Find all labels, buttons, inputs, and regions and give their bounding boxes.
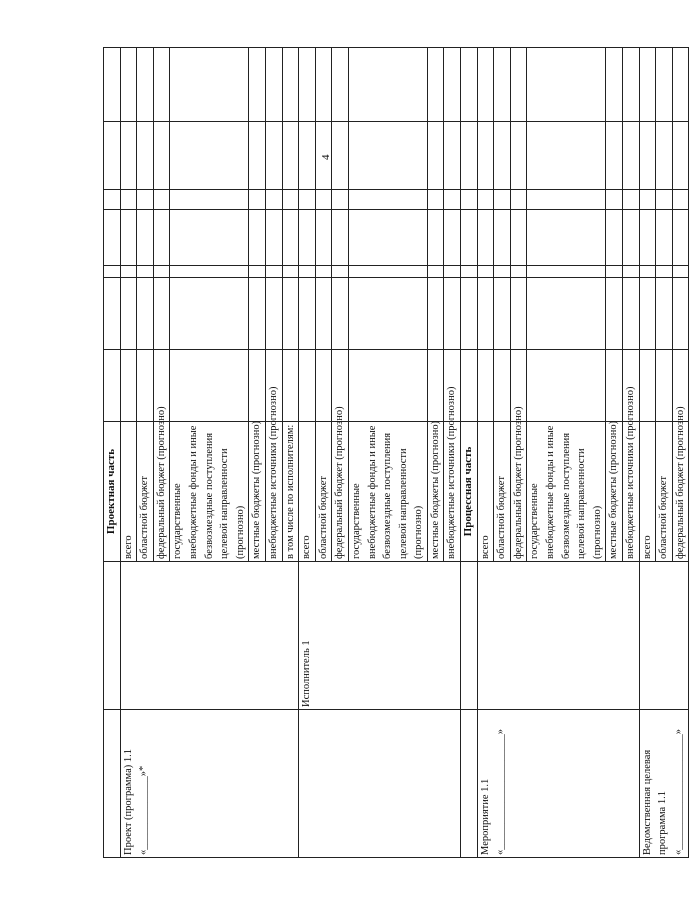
table-cell: [427, 48, 444, 122]
table-cell: [527, 350, 606, 422]
table-cell: [461, 48, 478, 122]
table-cell: [120, 122, 137, 190]
table-cell: [104, 190, 121, 210]
table-cell: [348, 210, 427, 266]
table-cell: [315, 190, 332, 210]
table-cell: [282, 210, 299, 266]
source-label: федеральный бюджет (прогнозно): [153, 422, 170, 562]
table-cell: [137, 210, 154, 266]
table-cell: [639, 190, 656, 210]
table-cell: [510, 266, 527, 278]
table-cell: [348, 48, 427, 122]
table-cell: [527, 210, 606, 266]
table-cell: [137, 190, 154, 210]
table-cell: [332, 48, 349, 122]
source-label: местные бюджеты (прогнозно): [427, 422, 444, 562]
table-cell: [120, 350, 137, 422]
table-cell: [249, 278, 266, 350]
table-cell: [120, 278, 137, 350]
measure-name-cell: [477, 710, 639, 858]
table-cell: [477, 350, 494, 422]
section-row-project: [104, 48, 121, 858]
source-label: государственные внебюджетные фонды и иные безвозмездные поступления целевой направленности (прогнозно): [348, 422, 427, 562]
table-cell: [299, 350, 316, 422]
table-cell: [282, 48, 299, 122]
table-cell: [639, 122, 656, 190]
table-cell: [348, 190, 427, 210]
table-cell: [315, 122, 332, 190]
source-label: всего: [120, 422, 137, 562]
table-cell: [104, 266, 121, 278]
source-label: областной бюджет: [315, 422, 332, 562]
table-cell: [461, 266, 478, 278]
table-cell: [623, 122, 640, 190]
table-cell: [153, 190, 170, 210]
table-cell: [153, 278, 170, 350]
table-cell: [427, 210, 444, 266]
table-cell: [170, 278, 249, 350]
table-cell: [639, 210, 656, 266]
table-cell: [282, 190, 299, 210]
source-label: государственные внебюджетные фонды и иные безвозмездные поступления целевой направленности (прогнозно): [527, 422, 606, 562]
table-cell: [656, 122, 673, 190]
table-cell: [120, 210, 137, 266]
table-cell: [427, 122, 444, 190]
table-cell: [444, 266, 461, 278]
table-cell: [427, 266, 444, 278]
dept-program-name: Ведомственная целевая программа 1.1: [641, 749, 669, 855]
table-cell: [656, 48, 673, 122]
table-cell: [120, 266, 137, 278]
section-row-process: [461, 48, 478, 858]
page-number: 4: [320, 154, 332, 160]
source-label: местные бюджеты (прогнозно): [249, 422, 266, 562]
table-cell: [265, 48, 282, 122]
table-cell: [427, 190, 444, 210]
table-cell: [494, 266, 511, 278]
table-cell: [461, 278, 478, 350]
table-cell: [494, 48, 511, 122]
table-cell: [282, 278, 299, 350]
table-cell: [656, 350, 673, 422]
table-row: [639, 48, 656, 858]
table-cell: [332, 122, 349, 190]
table-cell: [120, 48, 137, 122]
table-cell: [427, 350, 444, 422]
table-cell: [249, 122, 266, 190]
table-cell: [299, 190, 316, 210]
dept-program-name-cell: [639, 710, 689, 858]
source-label: федеральный бюджет (прогнозно): [672, 422, 689, 562]
table-cell: [170, 190, 249, 210]
table-cell: [265, 266, 282, 278]
table-cell: [137, 48, 154, 122]
table-cell: [527, 266, 606, 278]
source-label: областной бюджет: [137, 422, 154, 562]
table-cell: [639, 266, 656, 278]
table-cell: [672, 278, 689, 350]
empty-cell: [639, 562, 689, 710]
measure-name: Мероприятие 1.1: [479, 778, 491, 855]
table-cell: [104, 48, 121, 122]
table-cell: [672, 210, 689, 266]
table-cell: [153, 48, 170, 122]
table-cell: [494, 350, 511, 422]
empty-cell: [120, 562, 299, 710]
project-name: Проект (программа) 1.1: [122, 748, 134, 855]
table-cell: [656, 266, 673, 278]
table-cell: [672, 266, 689, 278]
table-cell: [494, 210, 511, 266]
table-cell: [494, 190, 511, 210]
table-cell: [494, 278, 511, 350]
table-cell: [527, 48, 606, 122]
table-cell: [249, 190, 266, 210]
table-cell: [623, 48, 640, 122]
table-cell: [282, 266, 299, 278]
source-label: федеральный бюджет (прогнозно): [510, 422, 527, 562]
table-cell: [639, 350, 656, 422]
source-label: областной бюджет: [656, 422, 673, 562]
table-cell: [639, 48, 656, 122]
table-cell: [170, 350, 249, 422]
table-cell: [639, 278, 656, 350]
project-quote: «______________»*: [138, 765, 150, 855]
table-cell: [265, 278, 282, 350]
table-cell: [120, 190, 137, 210]
table-row: [120, 48, 137, 858]
dept-program-quote: «______________________»: [672, 729, 684, 855]
table-cell: [265, 210, 282, 266]
table-cell: [606, 278, 623, 350]
table-cell: [137, 266, 154, 278]
table-cell: [282, 122, 299, 190]
table-cell: [104, 122, 121, 190]
table-cell: [623, 210, 640, 266]
table-cell: [510, 48, 527, 122]
executors-caption: в том числе по исполнителям:: [282, 422, 299, 562]
source-label: всего: [299, 422, 316, 562]
table-cell: [606, 190, 623, 210]
table-cell: [348, 350, 427, 422]
source-label: внебюджетные источники (прогнозно): [265, 422, 282, 562]
table-cell: [510, 210, 527, 266]
table-cell: [315, 278, 332, 350]
table-cell: [672, 48, 689, 122]
table-cell: [656, 278, 673, 350]
project-name-cell: [120, 710, 299, 858]
executor-name: Исполнитель 1: [299, 562, 461, 710]
table-cell: [249, 210, 266, 266]
table-cell: [477, 210, 494, 266]
table-cell: [170, 210, 249, 266]
table-cell: [477, 266, 494, 278]
table-cell: [494, 122, 511, 190]
table-cell: [332, 210, 349, 266]
table-cell: [170, 122, 249, 190]
table-cell: [477, 278, 494, 350]
table-cell: [315, 350, 332, 422]
table-cell: [104, 278, 121, 350]
table-cell: [444, 190, 461, 210]
table-cell: [427, 278, 444, 350]
table-cell: [348, 122, 427, 190]
table-cell: [170, 48, 249, 122]
table-cell: [606, 350, 623, 422]
empty-cell: [477, 562, 639, 710]
table-cell: [461, 210, 478, 266]
table-cell: [299, 48, 316, 122]
table-cell: [265, 190, 282, 210]
table-cell: [656, 210, 673, 266]
table-cell: [282, 350, 299, 422]
source-label: внебюджетные источники (прогнозно): [444, 422, 461, 562]
table-cell: [477, 190, 494, 210]
table-cell: [477, 48, 494, 122]
table-cell: [265, 122, 282, 190]
source-label: всего: [639, 422, 656, 562]
table-cell: [527, 190, 606, 210]
table-cell: [606, 122, 623, 190]
financing-table: [103, 47, 689, 858]
table-cell: [623, 266, 640, 278]
table-cell: [527, 278, 606, 350]
empty-cell: [461, 562, 478, 710]
table-cell: [444, 210, 461, 266]
table-cell: [510, 190, 527, 210]
table-cell: [461, 350, 478, 422]
empty-cell: [104, 562, 121, 710]
source-label: государственные внебюджетные фонды и иные безвозмездные поступления целевой направленности (прогнозно): [170, 422, 249, 562]
table-cell: [461, 122, 478, 190]
table-cell: [153, 122, 170, 190]
table-cell: [623, 278, 640, 350]
table-cell: [510, 278, 527, 350]
section-title: Проектная часть: [104, 422, 121, 562]
source-label: областной бюджет: [494, 422, 511, 562]
table-cell: [623, 190, 640, 210]
table-cell: [104, 350, 121, 422]
source-label: внебюджетные источники (прогнозно): [623, 422, 640, 562]
table-cell: [332, 190, 349, 210]
table-cell: [332, 278, 349, 350]
table-cell: [299, 278, 316, 350]
table-cell: [137, 122, 154, 190]
source-label: федеральный бюджет (прогнозно): [332, 422, 349, 562]
table-cell: [527, 122, 606, 190]
table-cell: [249, 48, 266, 122]
section-title: Процессная часть: [461, 422, 478, 562]
table-cell: [444, 122, 461, 190]
empty-cell: [461, 710, 478, 858]
table-cell: [348, 266, 427, 278]
rotated-table-container: [103, 48, 686, 858]
table-cell: [299, 122, 316, 190]
table-cell: [672, 122, 689, 190]
table-cell: [348, 278, 427, 350]
table-cell: [104, 210, 121, 266]
source-label: всего: [477, 422, 494, 562]
empty-cell: [104, 710, 121, 858]
measure-quote: «______________________»: [495, 729, 507, 855]
table-cell: [477, 122, 494, 190]
table-cell: [315, 48, 332, 122]
table-cell: [315, 210, 332, 266]
table-cell: [153, 210, 170, 266]
table-cell: [332, 266, 349, 278]
table-cell: [299, 266, 316, 278]
table-cell: [510, 122, 527, 190]
table-cell: [444, 48, 461, 122]
table-cell: [656, 190, 673, 210]
table-cell: [137, 350, 154, 422]
table-cell: [606, 210, 623, 266]
table-cell: [606, 266, 623, 278]
table-cell: [672, 190, 689, 210]
table-cell: [606, 48, 623, 122]
table-cell: [137, 278, 154, 350]
table-cell: [249, 266, 266, 278]
source-label: местные бюджеты (прогнозно): [606, 422, 623, 562]
empty-cell: [299, 710, 461, 858]
table-cell: [170, 266, 249, 278]
table-cell: [461, 190, 478, 210]
table-row: [299, 48, 316, 858]
table-cell: [444, 278, 461, 350]
table-cell: [153, 266, 170, 278]
table-cell: [315, 266, 332, 278]
table-cell: [299, 210, 316, 266]
table-cell: [249, 350, 266, 422]
table-row: [477, 48, 494, 858]
